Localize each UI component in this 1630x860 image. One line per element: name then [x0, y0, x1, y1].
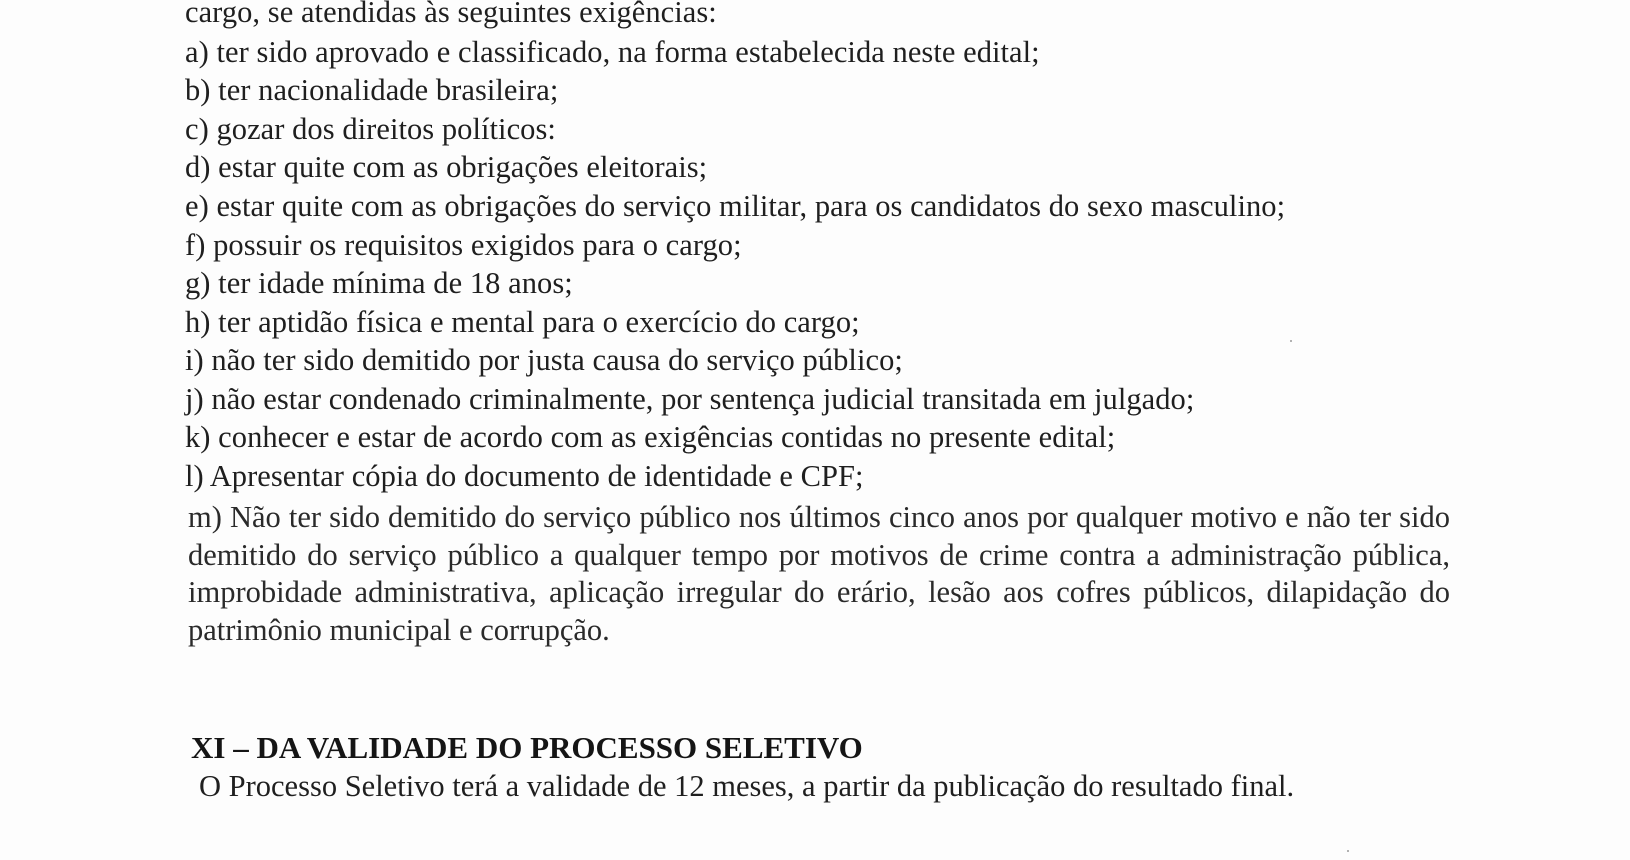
intro-line: cargo, se atendidas às seguintes exigências:: [185, 0, 717, 29]
requirement-d: d) estar quite com as obrigações eleitorais;: [185, 150, 708, 184]
scan-speck: [1347, 850, 1349, 852]
requirement-b: b) ter nacionalidade brasileira;: [185, 73, 559, 107]
section-text: O Processo Seletivo terá a validade de 12 meses, a partir da publicação do resultado final.: [199, 769, 1295, 803]
requirement-m: m) Não ter sido demitido do serviço público nos últimos cinco anos por qualquer motivo e não ter sido demitido do serviço público a qualquer tempo por motivos de crime contra a administração pública, improbidade administrativa, aplicação irregular do erário, lesão aos cofres públicos, dilapidação do patrimônio municipal e corrupção.: [188, 500, 1450, 647]
requirement-h: h) ter aptidão física e mental para o exercício do cargo;: [185, 305, 860, 339]
requirement-e: e) estar quite com as obrigações do serviço militar, para os candidatos do sexo masculino;: [185, 189, 1286, 223]
requirement-c: c) gozar dos direitos políticos:: [185, 112, 556, 146]
requirement-l: l) Apresentar cópia do documento de identidade e CPF;: [185, 459, 864, 493]
requirement-i: i) não ter sido demitido por justa causa do serviço público;: [185, 343, 903, 377]
requirement-j: j) não estar condenado criminalmente, por sentença judicial transitada em julgado;: [185, 382, 1195, 416]
section-heading: XI – DA VALIDADE DO PROCESSO SELETIVO: [191, 730, 863, 765]
scan-speck: [1290, 340, 1292, 342]
requirement-g: g) ter idade mínima de 18 anos;: [185, 266, 573, 300]
requirement-k: k) conhecer e estar de acordo com as exigências contidas no presente edital;: [185, 420, 1116, 454]
requirement-f: f) possuir os requisitos exigidos para o cargo;: [185, 228, 742, 262]
requirement-a: a) ter sido aprovado e classificado, na forma estabelecida neste edital;: [185, 35, 1040, 69]
